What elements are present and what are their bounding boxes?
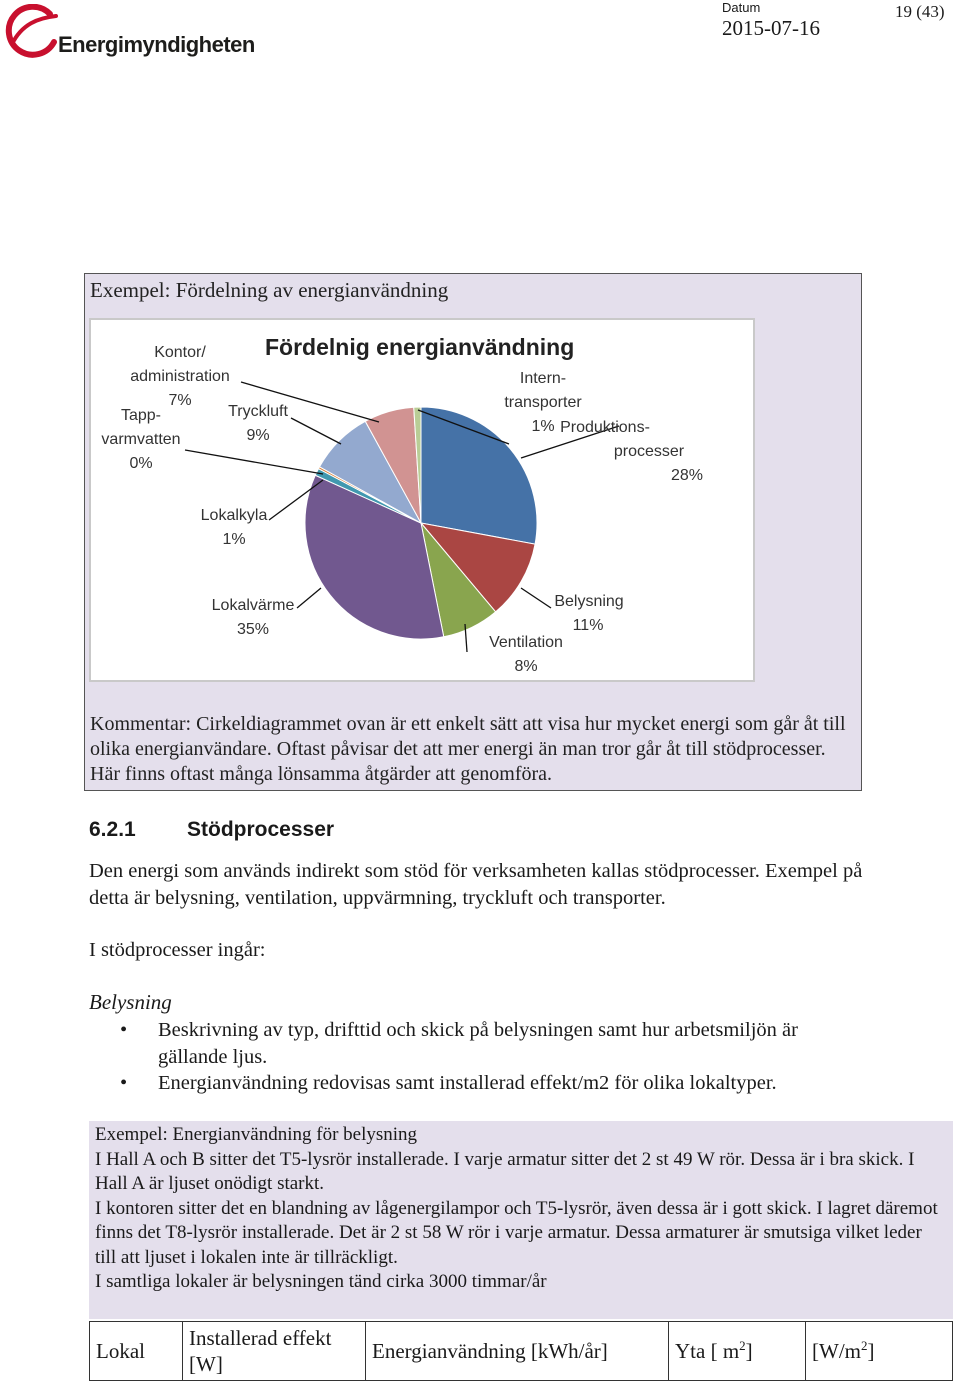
slice-label: processer [613,443,685,460]
area-exponent: 2 [739,1338,746,1353]
table-header-cell [669,1322,806,1381]
slice-label: Lokalkyla [200,507,268,524]
leader-line [185,450,323,474]
slice-label: Lokalvärme [211,597,295,614]
datum-value: 2015-07-16 [722,16,820,40]
list-item-text: Beskrivning av typ, drifttid och skick på belysningen samt hur arbetsmiljön är gällande ljus. [158,1019,798,1068]
example-lighting-box [89,1121,953,1319]
slice-label: varmvatten [101,431,181,448]
subheading-belysning: Belysning [89,990,172,1014]
power-density-label-end: ] [867,1339,875,1363]
example-title: Exempel: Fördelning av energianvändning [90,278,449,302]
slice-label: transporter [504,394,582,411]
bullet-icon: • [120,1019,128,1041]
slice-label: Produktions- [560,419,650,436]
pie-slice-produktions-processer [421,407,537,544]
slice-label: Kontor/ [154,344,206,361]
section-intro-line: I stödprocesser ingår: [89,939,266,961]
slice-label: 35% [236,621,270,638]
slice-label: 11% [572,617,604,634]
list-item-text: Energianvändning redovisas samt installerad effekt/m2 för olika lokaltyper. [158,1072,777,1094]
slice-label: administration [130,368,230,385]
lighting-table [89,1321,953,1381]
leader-line [291,418,341,444]
slice-label: Tapp- [120,407,162,424]
slice-label: 1% [222,531,246,548]
leader-line [521,588,551,608]
table-header-cell: Lokal [90,1322,183,1381]
list-item [120,1017,860,1070]
section-paragraph: Den energi som används indirekt som stöd för verksamheten kallas stödprocesser. Exempel på detta är belysning, ventilation, uppvärmning, tryckluft och transporter. [89,860,863,909]
slice-label: Intern- [519,370,567,387]
leader-line [297,588,321,608]
table-header-cell: Energianvändning [kWh/år] [366,1322,669,1381]
table-header-cell [806,1322,953,1381]
page-number: 19 (43) [895,2,945,21]
chart-title: Fördelnig energianvändning [265,334,575,360]
section-heading [89,818,334,842]
slice-label: Belysning [554,593,624,610]
pie-chart [91,320,753,680]
slice-label: Tryckluft [228,403,288,420]
table-header-row [90,1322,953,1381]
example-lighting-title: Exempel: Energianvändning för belysning [95,1124,418,1145]
section-number: 6.2.1 [89,818,136,841]
slice-label: 9% [246,427,270,444]
logo-wordmark: Energimyndigheten [58,32,255,57]
list-item [120,1070,860,1097]
section-title: Stödprocesser [187,818,335,841]
example-lighting-line: I Hall A och B sitter det T5-lysrör installerade. I varje armatur sitter det 2 st 49 W rör. Dessa är i bra skick. I Hall A är ljuset onödigt starkt. [95,1148,915,1194]
pie-chart-frame [89,318,755,682]
power-density-exponent: 2 [860,1338,868,1353]
slice-label: 28% [670,467,704,484]
bullet-icon: • [120,1072,128,1094]
example-lighting-line: I kontoren sitter det en blandning av lågenergilampor och T5-lysrör, även dessa är i gott skick. I lagret däremot finns det T8-lysrör installerade. Det är 2 st 58 W rör i varje armatur. Dessa armaturer är smutsiga vilket leder till att ljuset i lokalen inte är tillräckligt. [95,1197,938,1268]
table-header-cell: Installerad effekt [W] [183,1322,366,1381]
chart-comment: Kommentar: Cirkeldiagrammet ovan är ett enkelt sätt att visa hur mycket energi som går åt till olika energianvändare. Oftast påvisar det att mer energi än man tror går åt till stödprocesser. Här finns oftast många lönsamma åtgärder att genomföra. [90,713,846,785]
slice-label: 1% [531,418,555,435]
example-lighting-line: I samtliga lokaler är belysningen tänd cirka 3000 timmar/år [95,1271,547,1292]
slice-label: Ventilation [489,634,563,651]
slice-label: 8% [514,658,538,675]
slice-label: 7% [168,392,192,409]
area-label-end: ] [745,1339,753,1363]
energimyndigheten-logo [4,4,255,60]
power-density-label: [W/m [812,1339,861,1363]
logo-swoosh-icon [4,4,60,60]
datum-label: Datum [722,0,761,15]
slice-label: 0% [129,455,153,472]
area-label: Yta [ m [675,1339,740,1363]
bullet-list [120,1017,860,1097]
